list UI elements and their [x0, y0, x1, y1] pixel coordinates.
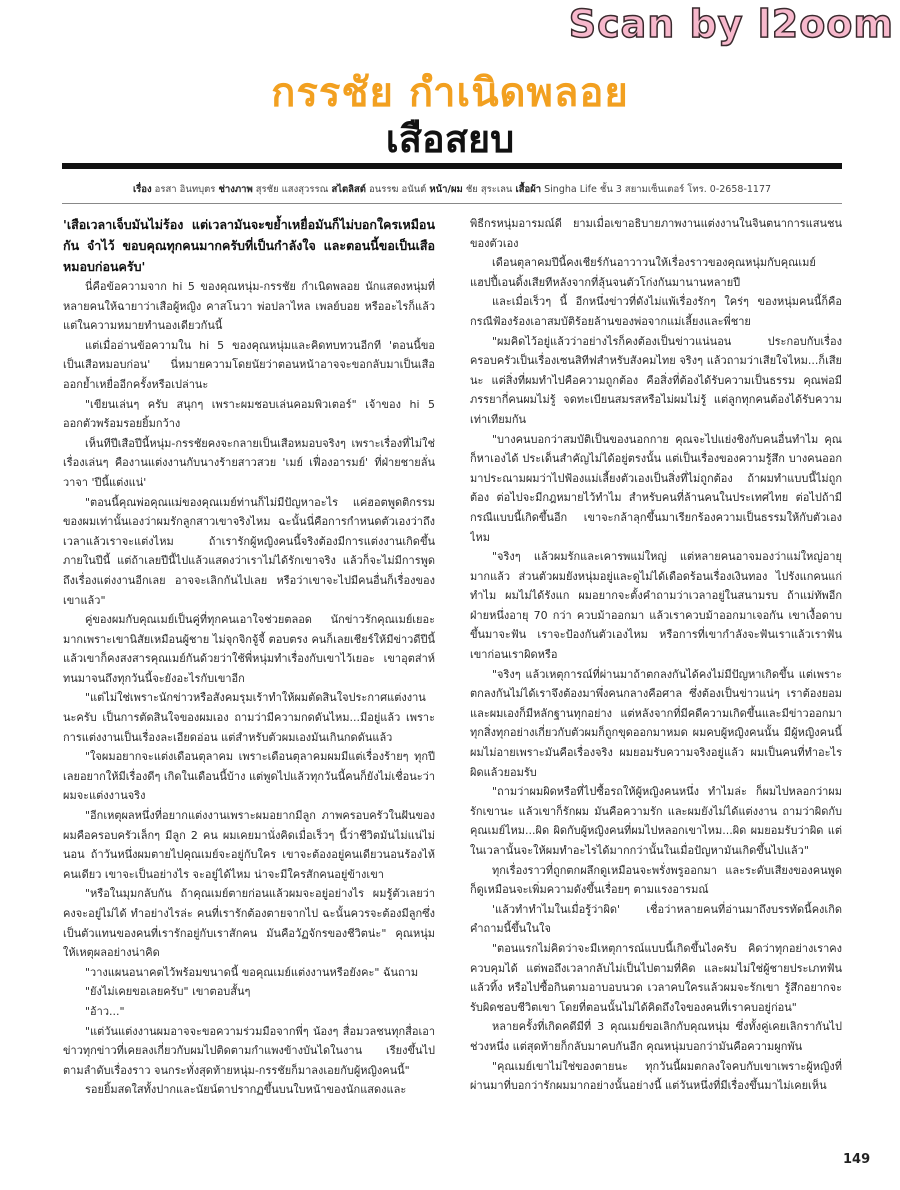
article-paragraph: "ใจผมอยากจะแต่งเดือนตุลาคม เพราะเดือนตุลาคมผมมีแต่เรื่องร้ายๆ ทุกปี เลยอยากให้มีเรื่องดีๆ เกิดในเดือนนี้บ้าง แต่พูดไปแล้วทุกวันนี้คนก็ยังไม่เชื่อนะว่าผมจะแต่งงานจริง	[63, 750, 435, 803]
scan-watermark: Scan by l2oom	[568, 2, 894, 46]
credit-value: Singha Life ชั้น 3 สยามเซ็นเตอร์ โทร. 0-2658-1177	[544, 184, 772, 195]
right-column	[470, 214, 842, 1134]
article-paragraph: และเมื่อเร็วๆ นี้ อีกหนึ่งข่าวที่ดังไม่แพ้เรื่องรักๆ ใคร่ๆ ของหนุ่มคนนี้ก็คือกรณีฟ้องร้องเอาสมบัติร้อยล้านของพ่อจากแม่เลี้ยงและพี่ชาย	[470, 295, 842, 328]
article-paragraph: "อีกเหตุผลหนึ่งที่อยากแต่งงานเพราะผมอยากมีลูก ภาพครอบครัวในฝันของผมคือครอบครัวเล็กๆ มีลูก 2 คน ผมเคยมานั่งคิดเมื่อเร็วๆ นี้ว่าชีวิตมันไม่แน่ไม่นอน ถ้าวันหนึ่งผมตายไปคุณเมย์จะอยู่กับใคร เขาจะต้องอยู่คนเดียวนอนร้องไห้คนเดียว เขาจะเป็นอย่างไร จะอยู่ได้ไหม น่าจะมีใครสักคนอยู่ข้างเขา	[63, 809, 435, 881]
article-paragraph: 'แล้วทำทำไมในเมื่อรู้ว่าผิด' เชื่อว่าหลายคนที่อ่านมาถึงบรรทัดนี้คงเกิดคำถามนี้ขึ้นในใจ	[470, 902, 842, 936]
credit-label: เรื่อง	[132, 184, 152, 195]
article-paragraph: ทุกเรื่องราวที่ถูกตกผลึกดูเหมือนจะพรั่งพรูออกมา และระดับเสียงของคนพูดก็ดูเหมือนจะเพิ่มความดังขึ้นเรื่อยๆ ตามแรงอารมณ์	[470, 863, 842, 897]
title-divider	[62, 163, 842, 169]
credit-label: สไตลิสต์	[331, 184, 366, 195]
article-paragraph: "อ้าว..."	[85, 1004, 125, 1018]
article-paragraph: "วางแผนอนาคตไว้พร้อมขนาดนี้ ขอคุณเมย์แต่งงานหรือยังคะ" ฉันถาม	[85, 965, 419, 979]
left-column	[63, 214, 435, 1134]
credits-divider	[62, 203, 842, 204]
article-paragraph: แต่เมื่ออ่านข้อความใน hi 5 ของคุณหนุ่มและคิดทบทวนอีกที 'ตอนนี้ขอเป็นเสือหมอบก่อน' นี่หมายความโดยนัยว่าตอนหน้าอาจจะขอกลับมาเป็นเสือออกย้ำเหยื่ออีกครั้งหรือเปล่านะ	[63, 338, 435, 391]
article-paragraph: "ถามว่าผมผิดหรือที่ไปซื้อรถให้ผู้หญิงคนหนึ่ง ทำไมล่ะ ก็ผมไปหลอกว่าผมรักเขานะ แล้วเขาก็รักผม มันคือความรัก และผมยังไม่ได้แต่งงาน ถามว่าผิดกับคุณเมย์ไหม...ผิด ผิดกับผู้หญิงคนที่ผมไปหลอกเขาไหม...ผิด ผมยอมรับว่าผิด แต่ในเวลานั้นจะให้ผมทำอะไรได้มากกว่านั้นในเมื่อปัญหามันเกิดขึ้นไปแล้ว"	[470, 785, 842, 857]
credit-value: ชัย สุระเลน	[465, 184, 513, 195]
article-paragraph: "ตอนนี้คุณพ่อคุณแม่ของคุณเมย์ท่านก็ไม่มีปัญหาอะไร แค่ฮอตพูดติกรรมของผมเท่านั้นเองว่าผมรักลูกสาวเขาจริงไหม ฉะนั้นนี่คือการกำหนดตัวเองว่าถึงเวลาแล้วเราจะแต่งไหม ถ้าเรารักผู้หญิงคนนี้จริงต้องมีการแต่งงานเกิดขึ้นภายในปีนี้ แต่ถ้าเลยปีนี้ไปแล้วแสดงว่าเราไม่ได้รักเขาจริง แล้วก็จะไม่มีการพูดถึงเรื่องแต่งงานอีกเลย อาจจะเลิกกันไปเลย หรือว่าเขาจะไปมีคนอื่นก็เรื่องของเขาแล้ว"	[63, 495, 435, 607]
credit-value: อรสา อินทบุตร	[154, 184, 216, 195]
article-paragraph: พิธีกรหนุ่มอารมณ์ดี ยามเมื่อเขาอธิบายภาพงานแต่งงานในจินตนาการแสนชนของตัวเอง	[470, 217, 842, 250]
credit-label: ช่างภาพ	[218, 184, 253, 195]
article-paragraph: "แต่ไม่ใช่เพราะนักข่าวหรือสังคมรุมเร้าทำให้ผมตัดสินใจประกาศแต่งงานนะครับ เป็นการตัดสินใจของผมเอง ถามว่ามีความกดดันไหม...มีอยู่แล้ว เพราะการแต่งงานเป็นเรื่องละเอียดอ่อน แต่สำหรับตัวผมเองมันเกินกดดันแล้ว	[63, 691, 435, 744]
article-paragraph: "ยังไม่เคยขอเลยครับ" เขาตอบสั้นๆ	[85, 985, 251, 999]
article-paragraph: "ตอนแรกไม่คิดว่าจะมีเหตุการณ์แบบนี้เกิดขึ้นไงครับ คิดว่าทุกอย่างเราคงควบคุมได้ แต่พอถึงเวลากลับไม่เป็นไปตามที่คิด และผมไม่ใช่ผู้ชายประเภทฟันแล้วทิ้ง หรือไปซื้อกินตามอาบอบนวด เวลาคบใครแล้วผมจะรักเขา รู้สึกอยากจะรับผิดชอบชีวิตเขา โดยที่ตอนนั้นไม่ได้คิดถึงใจของคนที่เราคบอยู่ก่อน"	[470, 941, 842, 1014]
article-paragraph: "จริงๆ แล้วเหตุการณ์ที่ผ่านมาถ้าตกลงกันได้คงไม่มีปัญหาเกิดขึ้น แต่เพราะตกลงกันไม่ได้เราจึงต้องมาพึ่งคนกลางคือศาล ซึ่งต้องเป็นข่าวแน่ๆ เราต้องยอม และผมเองก็มีหลักฐานทุกอย่าง แต่หลังจากที่มีคดีความเกิดขึ้นและมีข่าวออกมา ทุกสิ่งทุกอย่างเกี่ยวกับตัวผมก็ถูกขุดออกมาหมด ผมคบผู้หญิงคนนั้น มีผู้หญิงคนนี้ ผมไม่อายเพราะมันคือเรื่องจริง ผมยอมรับความจริงอยู่แล้ว ผมเป็นคนที่ทำอะไรผิดแล้วยอมรับ	[470, 667, 842, 779]
article-paragraph: รอยยิ้มสดใสทั้งปากและนัยน์ตาปรากฏขึ้นบนใบหน้าของนักแสดงและ	[85, 1083, 407, 1097]
article-paragraph: "ผมคิดไว้อยู่แล้วว่าอย่างไรก็คงต้องเป็นข่าวแน่นอน ประกอบกับเรื่องครอบครัวเป็นเรื่องเซนสิทีฟสำหรับสังคมไทย จริงๆ แล้วถามว่าเสียใจไหม...ก็เสียนะ แต่สิ่งที่ผมทำไปคือความถูกต้อง คือสิ่งที่ต้องได้รับความเป็นธรรม คุณพ่อมีภรรยากี่คนผมไม่รู้ จดทะเบียนสมรสหรือไม่ผมไม่รู้ แต่ลูกทุกคนต้องได้รับความเท่าเทียมกัน	[470, 334, 842, 426]
article-paragraph: คู่ของผมกับคุณเมย์เป็นคู่ที่ทุกคนเอาใจช่วยตลอด นักข่าวรักคุณเมย์เยอะมากเพราะเขานิสัยเหมือนผู้ชาย ไม่จุกจิกจู้จี้ ตอบตรง คนก็เลยเชียร์ให้มีข่าวดีปีนี้ แล้วเขาก็คงสงสารคุณเมย์กันด้วยว่าใช้พี่หนุ่มทำเรื่องกับเขาไว้เยอะ เขาอุตส่าห์ทนมาจนถึงทุกวันนี้จะยังอะไรกับเขาอีก	[63, 613, 435, 685]
credit-value: สุรชัย แสงสุวรรณ	[255, 184, 329, 195]
article-paragraph: "บางคนบอกว่าสมบัติเป็นของนอกกาย คุณจะไปแย่งชิงกับคนอื่นทำไม คุณก็หาเองได้ ประเด็นสำคัญไม่ได้อยู่ตรงนั้น แต่เป็นเรื่องของความรู้สึก บางคนออกมาประณามผมว่าไปฟ้องแม่เลี้ยงตัวเองเป็นสิ่งที่ไม่ถูกต้อง ถ้าผมทำแบบนี้ไม่ถูกต้อง ต่อไปจะมีกฎหมายไว้ทำไม สำหรับคนที่ล้านคนในประเทศไทย ต่อไปถ้ามีกรณีแบบนี้เกิดขึ้นอีก เขาจะกล้าลุกขึ้นมาเรียกร้องความเป็นธรรมให้กับตัวเองไหม	[470, 432, 842, 544]
article-paragraph: "คุณเมย์เขาไม่ใช่ของตายนะ ทุกวันนี้ผมตกลงใจคบกับเขาเพราะผู้หญิงที่ผ่านมาที่บอกว่ารักผมมากอย่างนั้นอย่างนี้ แต่วันหนึ่งที่มีเรื่องขึ้นมาไม่เคยเห็น	[470, 1059, 842, 1093]
page-number: 149	[843, 1152, 871, 1167]
credit-label: เสื้อผ้า	[515, 184, 542, 195]
article-subtitle: เสือสยบ	[385, 117, 515, 161]
article-paragraph: "แต่วันแต่งงานผมอาจจะขอความร่วมมือจากพี่ๆ น้องๆ สื่อมวลชนทุกสื่อเอาข่าวทุกข่าวที่เคยลงเกี่ยวกับผมไปติดตามกำแพงข้างบันไดในงาน เรียงขึ้นไปตามลำดับเรื่องราว จนกระทั่งสุดท้ายหนุ่ม-กรรชัยก็มาลงเอยกับผู้หญิงคนนี้"	[63, 1024, 435, 1077]
article-paragraph: "เขียนเล่นๆ ครับ สนุกๆ เพราะผมชอบเล่นคอมพิวเตอร์" เจ้าของ hi 5 ออกตัวพร้อมรอยยิ้มกว้าง	[63, 397, 435, 431]
credit-label: หน้า/ผม	[429, 184, 463, 195]
credit-value: อนรรฆ อนันต์	[369, 184, 427, 195]
article-paragraph: เดือนตุลาคมปีนี้คงเชียร์กันอาวาวนให้เรื่องราวของคุณหนุ่มกับคุณเมย์แฮปปี้เอนดิ้งเสียทีหลังจากที่ลุ้นจนตัวโก่งกันมานานหลายปี	[470, 256, 816, 289]
article-paragraph: หลายครั้งที่เกิดคดีมีที่ 3 คุณเมย์ขอเลิกกับคุณหนุ่ม ซึ่งทั้งคู่เคยเลิกรากันไปช่วงหนึ่ง แต่สุดท้ายก็กลับมาคบกันอีก คุณหนุ่มบอกว่ามันคือความผูกพัน	[470, 1020, 842, 1053]
article-paragraph: "หรือในมุมกลับกัน ถ้าคุณเมย์ตายก่อนแล้วผมจะอยู่อย่างไร ผมรู้ตัวเลยว่าคงจะอยู่ไม่ได้ ทำอย่างไรล่ะ คนที่เรารักต้องตายจากไป ฉะนั้นควรจะต้องมีลูกซึ่งเป็นตัวแทนของคนที่เรารักอยู่กับเราสักคน มันคือวัฏจักรของชีวิตน่ะ" คุณหนุ่มให้เหตุผลอย่างน่าคิด	[63, 887, 435, 960]
credits-line	[62, 182, 842, 197]
article-title: กรรชัย กำเนิดพลอย	[271, 70, 629, 116]
article-paragraph: เห็นทีปีเสือปีนี้หนุ่ม-กรรชัยคงจะกลายเป็นเสือหมอบจริงๆ เพราะเรื่องที่ไม่ใช่เรื่องเล่นๆ คืองานแต่งงานกับนางร้ายสาวสวย 'เมย์ เฟื่องอารมย์' ที่ฝ่ายชายลั่นวาจา 'ปีนี้แต่งแน่'	[63, 436, 435, 489]
pull-quote: 'เสือเวลาเจ็บมันไม่ร้อง แต่เวลามันจะขย้ำเหยื่อมันก็ไม่บอกใครเหมือนกัน จำไว้ ขอบคุณทุกคนมากครับที่เป็นกำลังใจ และตอนนี้ขอเป็นเสือหมอบก่อนครับ'	[63, 217, 435, 274]
article-paragraph: นี่คือข้อความจาก hi 5 ของคุณหนุ่ม-กรรชัย กำเนิดพลอย นักแสดงหนุ่มที่หลายคนให้ฉายาว่าเสือผู้หญิง คาสโนวา พ่อปลาไหล เพลย์บอย หรืออะไรก็แล้วแต่ในความหมายทำนองเดียวกันนี้	[63, 280, 435, 333]
article-paragraph: "จริงๆ แล้วผมรักและเคารพแม่ใหญ่ แต่หลายคนอาจมองว่าแม่ใหญ่อายุมากแล้ว ส่วนตัวผมยังหนุ่มอยู่และดูไม่ได้เดือดร้อนเรื่องเงินทอง ไปรังแกคนแก่ทำไม ผมไม่ได้รังแก ผมอยากจะตั้งคำถามว่าเวลาอยู่ในสนามรบ ถ้าแม่ทัพอีกฝ่ายหนึ่งอายุ 70 กว่า ควบม้าออกมา แล้วเราควบม้าออกมาเจอกัน เขาเงื้อดาบขึ้นมาจะฟัน เราจะป้องกันตัวเองไหม หรือการที่เขากำลังจะฟันเราแล้วเราฟันเขาก่อนเราผิดหรือ	[470, 550, 842, 662]
